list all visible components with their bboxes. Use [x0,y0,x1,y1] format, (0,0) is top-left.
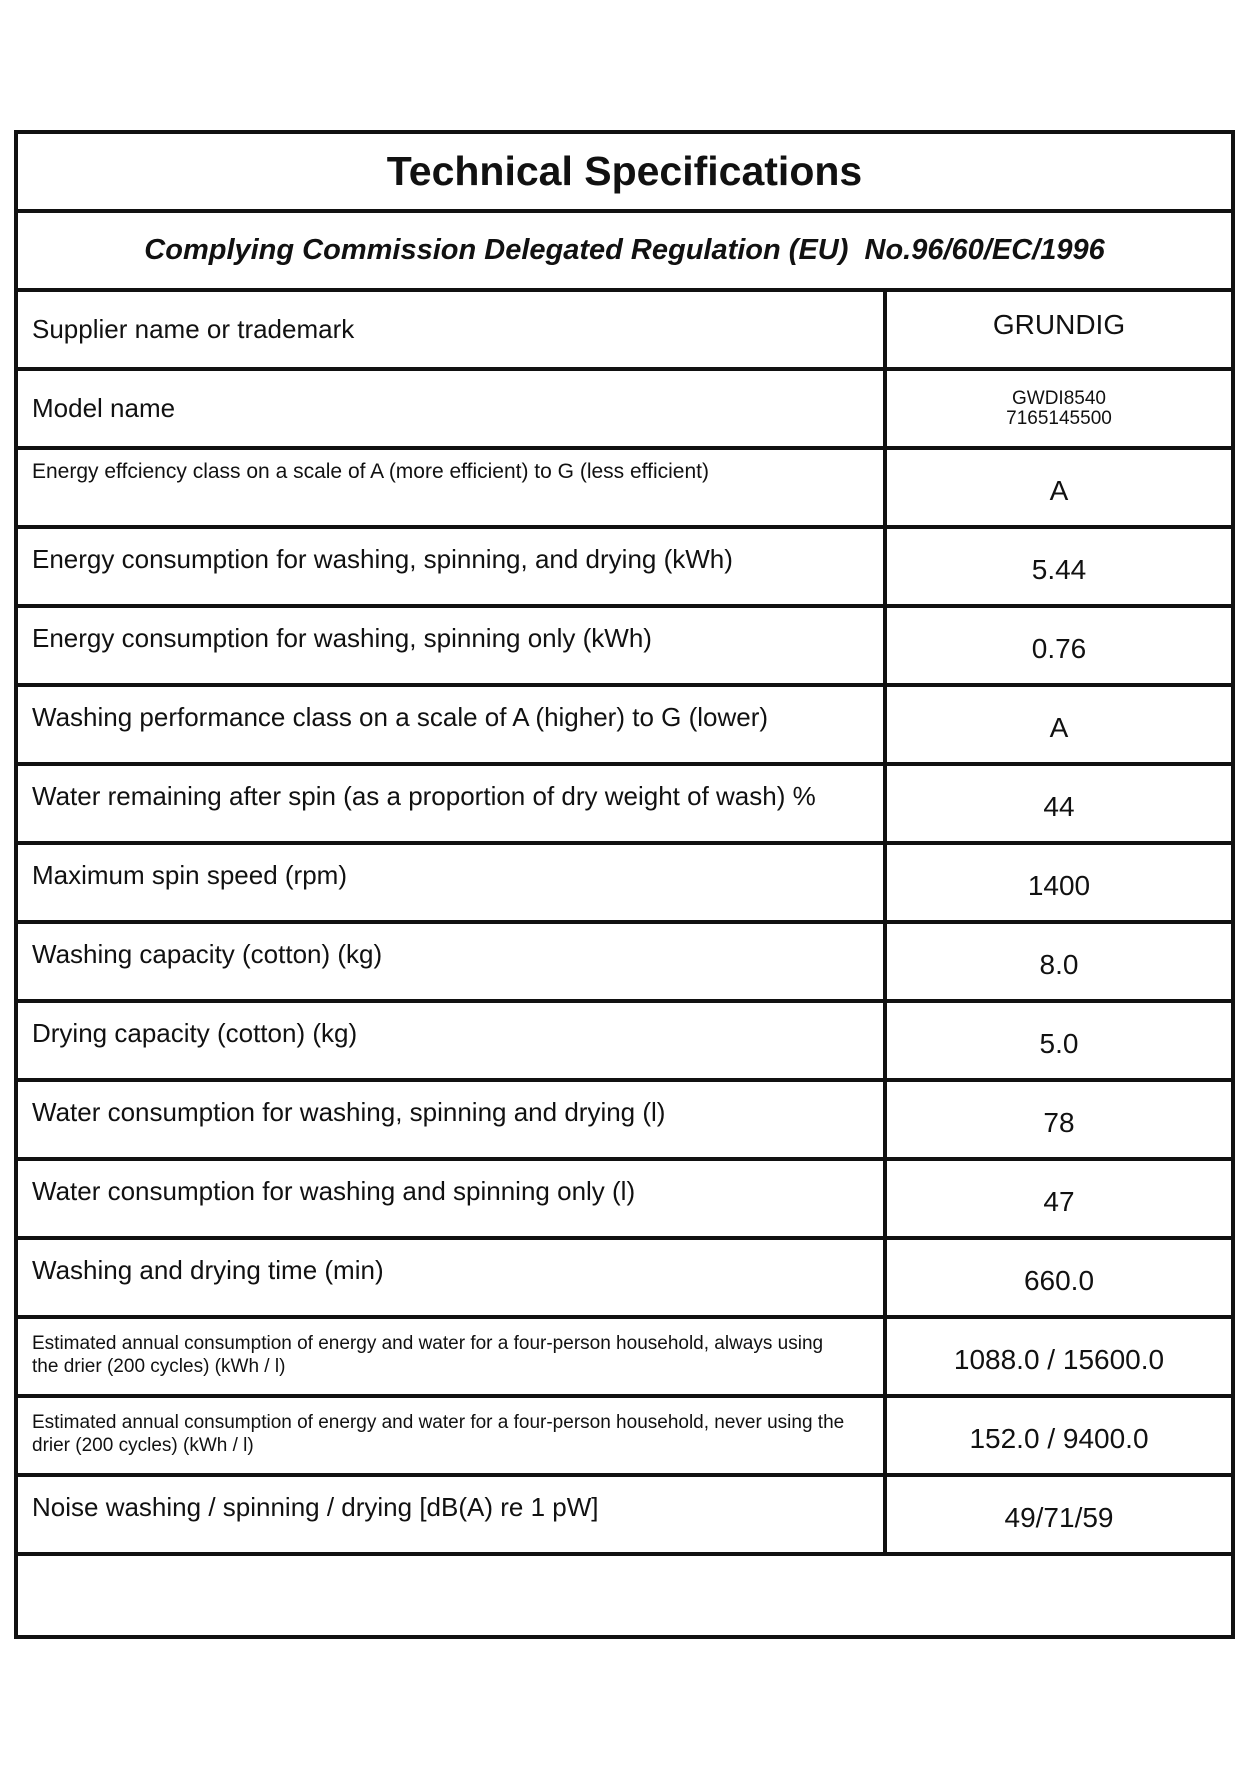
spec-value: 0.76 [1031,632,1087,664]
spec-label: Estimated annual consumption of energy and water for a four-person household, always using the drier (200 cycles) (kWh / l) [18,1319,887,1394]
spec-row-water-wash-spin [18,1161,1231,1240]
spec-label: Drying capacity (cotton) (kg) [18,1003,887,1078]
spec-label: Maximum spin speed (rpm) [18,845,887,920]
spec-row-water-remaining [18,766,1231,845]
spec-value: 78 [1043,1106,1075,1138]
spec-label: Noise washing / spinning / drying [dB(A) re 1 pW] [18,1477,887,1552]
spec-label: Water consumption for washing and spinning only (l) [18,1161,887,1236]
spec-value: 49/71/59 [1004,1501,1114,1533]
spec-label: Model name [18,371,887,446]
spec-row-supplier [18,292,1231,371]
empty-footer-row [18,1556,1231,1624]
spec-label: Energy consumption for washing, spinning only (kWh) [18,608,887,683]
spec-label: Water consumption for washing, spinning and drying (l) [18,1082,887,1157]
spec-value: 5.44 [1031,553,1087,585]
spec-row-spin-speed [18,845,1231,924]
spec-label: Washing capacity (cotton) (kg) [18,924,887,999]
spec-value: 1088.0 / 15600.0 [953,1343,1165,1375]
spec-row-wash-dry-time [18,1240,1231,1319]
spec-row-annual-with-drier [18,1319,1231,1398]
spec-value: 44 [1043,790,1075,822]
spec-label: Washing performance class on a scale of A (higher) to G (lower) [18,687,887,762]
spec-label: Energy consumption for washing, spinning, and drying (kWh) [18,529,887,604]
spec-value: 47 [1043,1185,1075,1217]
spec-value: 1400 [1027,869,1091,901]
spec-row-annual-without-drier [18,1398,1231,1477]
spec-value: A [1049,474,1069,506]
spec-value [887,371,1231,446]
spec-value: 8.0 [1039,948,1079,980]
spec-label: Washing and drying time (min) [18,1240,887,1315]
spec-value: GRUNDIG [992,308,1126,340]
spec-label: Water remaining after spin (as a proportion of dry weight of wash) % [18,766,887,841]
spec-label: Energy effciency class on a scale of A (more efficient) to G (less efficient) [18,450,887,525]
spec-value: 660.0 [1023,1264,1095,1296]
spec-row-energy-wash-spin [18,608,1231,687]
page-title: Technical Specifications [18,134,1231,213]
model-number-value: 7165145500 [1006,407,1112,429]
spec-label: Estimated annual consumption of energy and water for a four-person household, never using the drier (200 cycles) (kWh / l) [18,1398,887,1473]
model-name-value: GWDI8540 [1012,387,1106,409]
spec-label: Supplier name or trademark [18,292,887,367]
spec-value: 152.0 / 9400.0 [969,1422,1149,1454]
spec-value: 5.0 [1039,1027,1079,1059]
spec-row-model [18,371,1231,450]
spec-row-noise [18,1477,1231,1556]
spec-row-washing-class [18,687,1231,766]
spec-row-energy-wash-spin-dry [18,529,1231,608]
spec-row-drying-capacity [18,1003,1231,1082]
spec-row-energy-class [18,450,1231,529]
spec-row-water-wash-spin-dry [18,1082,1231,1161]
specification-sheet [14,130,1235,1639]
spec-row-washing-capacity [18,924,1231,1003]
spec-value: A [1049,711,1069,743]
regulation-subtitle: Complying Commission Delegated Regulation (EU) No.96/60/EC/1996 [18,213,1231,292]
